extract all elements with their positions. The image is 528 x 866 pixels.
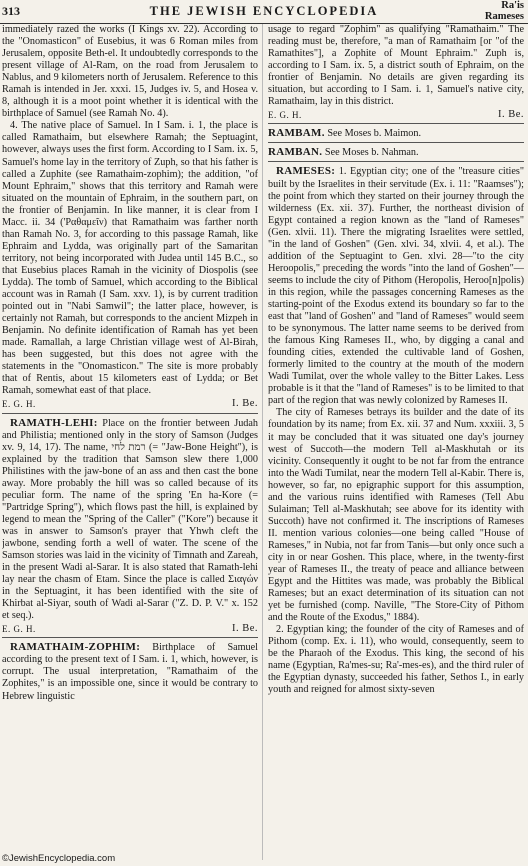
article-headword: RAMATHAIM-ZOPHIM: xyxy=(10,641,141,654)
ramathaim-zophim-article xyxy=(2,641,258,702)
article-separator xyxy=(268,142,524,143)
article-headword: RAMESES: xyxy=(276,165,336,178)
left-column xyxy=(2,24,258,860)
copyright-footer: ©JewishEncyclopedia.com xyxy=(2,853,116,864)
column-divider xyxy=(262,24,263,860)
page-header xyxy=(0,0,528,24)
rambam-cross-reference xyxy=(268,127,524,140)
article-body: 1. Egyptian city; one of the "treasure cities" built by the Israelites in their servitude (Ex. i. 11: "Raamses"); the point from which they started on their journey through the wilderness (Ex. xii. 37). Further, the northeast division of Egypt contained a region known as the "land of Rameses" (Gen. xlvii. 11). There the migrating Israelites were settled, "in the land of Goshen" (Gen. xlvi. 34, xlvii. 4, et al.). The addition of the Septuagint to Gen. xlvi. 28—"to the city Heroopolis," preceding the words "into the land of Goshen"—seems to include the city of Pithom (Heropolis, Heroo[n]polis) in this region, while the passages concerning Rameses as the starting-point of the Exodus extend its boundary so far to the east that "land of Goshen" and "land of Rameses" would seem to be synonymous. The latter name seems to be derived from the famous King Rameses II., who, by digging a canal and founding cities, extended the cultivable land of Goshen, formerly limited to the country at the mouth of the modern Wadi Tumilat, over the whole valley to the Bitter Lakes. Less probable is it that the "land of Rameses" is to be limited to that part of the region that was newly colonized by Rameses II. xyxy=(268,166,524,407)
rameses-king-paragraph: 2. Egyptian king; the founder of the city of Rameses and of Pithom (comp. Ex. i. 11), who would, consequently, seem to be the Pharaoh of the Exodus. This king, the second of his name (Egyptian, Ra'mes-su; Ra'-mes-es), and the third ruler of the Egyptian dynasty, succeeded his father, Sethos I., in early youth and reigned for almost sixty-seven xyxy=(268,624,524,696)
catchwords xyxy=(485,0,524,22)
signature-3 xyxy=(268,109,524,121)
signature-author: I. Be. xyxy=(231,623,258,635)
article-separator xyxy=(268,161,524,162)
article-headword: RAMBAM. xyxy=(268,127,325,140)
signature-author: I. Be. xyxy=(497,109,524,121)
catchword-top: Ra'is xyxy=(501,0,524,11)
article-separator xyxy=(2,413,258,414)
signature-initials: E. G. H. xyxy=(268,110,302,121)
article-body: Birthplace of Samuel according to the present text of I Sam. i. 1, which, however, is corrupt. The usual interpretation, "Ramathaim of the Zophites," is an impossible one, since it would be contrary to Hebrew linguistic xyxy=(2,642,258,702)
catchword-bottom: Rameses xyxy=(484,11,524,22)
right-column xyxy=(268,24,524,860)
cross-reference-text: See Moses b. Nahman. xyxy=(324,147,419,159)
article-headword: RAMBAN. xyxy=(268,146,323,159)
ramban-cross-reference xyxy=(268,146,524,159)
article-body: Place on the frontier between Judah and Philistia; mentioned only in the story of Samson (Judges xv. 9, 14, 17). The name, רמת לחי (= "Jaw-Bone Height"), is explained by the tradition that Samson slew there 1,000 Philistines with the jaw-bone of an ass and then cast the bone away. More probably the hill was so called because of its peculiar form. The name of the spring 'En ha-Kore (= "Partridge Spring"), which flows past the hill, is explained by legend to mean the "Spring of the Caller" ("Kore") because it was in answer to Samson's prayer that Yhwh cleft the jawbone, sending forth a well of water. The scene of the Samson stories was laid in the vicinity of Timnath and Zareah, in the present Wadi al-Sarar. It is also stated that Ramath-lehi lay near the chasm of Etam. Since the place is called Σιαγών in the Septuagint, it has been identified with the site of Khirbat al-Siyar, south of Wadi al-Sarar ("Z. D. P. V." x. 152 et seq.). xyxy=(2,417,258,622)
rameses-city-paragraph: The city of Rameses betrays its builder and the date of its foundation by its name; from Ex. xii. 37 and Num. xxxiii. 3, 5 it may be concluded that it was situated one day's journey west of Succoth—the modern Tell al-Maskhutah or its vicinity. Consequently it ought to be not far from the entrance into the Wadi Tumilat, near the modern Tell al-Kabir. There is, however, so far, no epigraphic support for this assumption, and the various ruins identified with Rameses (Tell Abu Sulaiman; Tell al-Maskhutah; see above for its identity with Succoth) have not confirmed it. The inscriptions of Rameses II. mention various colonies—one being called "House of Rameses," in Nubia, not far from Tanis—but only once such a city in or near Goshen. This place, where, in the twenty-first year of Rameses II., the treaty of peace and alliance between Egypt and the Hittites was made, was probably the Biblical Rameses; but an exact determination of its situation can not yet be furnished (comp. Naville, "The Store-City of Pithom and the Route of the Exodus," 1884). xyxy=(268,407,524,624)
article-separator xyxy=(268,123,524,124)
ramah-entry-4: 4. The native place of Samuel. In I Sam. i. 1, the place is called Ramathaim, but elsewhere Ramah; the Septuagint, however, always uses the first form. According to I Sam. ix. 5, Samuel's home lay in the territory of Zuph, so that his father is called a Zuphite (see Ramathaim-zophim); the addition, "of Mount Ephraim," shows that this territory and Ramah were situated on the mountain of Ephraim, in the southern part, on the frontier of Benjamin. In like manner, it is clear from I Macc. ii. 34 ('Ραθαμεῖν) that Ramathaim was farther north than Ramah No. 3, for according to this passage Ramah, like Ephraim and Lydda, was originally part of the Samaritan territory, not being incorporated with Judea until 145 B.C., so that Eusebius places Ramah in the vicinity of Diospolis (see Lydda). The tomb of Samuel, which according to the Biblical account was in Ramah (I Sam. xxv. 1), is by current tradition pointed out in "Nabi Samwil"; the latter place, however, is certainly not Ramah, but corresponds to the ancient Mizpeh in Benjamin. No definite identification of Ramah has yet been made. Ramallah, a large Christian village west of Al-Birah, has been suggested, but this does not agree with the statements in the "Onomasticon." The site is more probably that of Rentis, about 15 kilometers east of Lydda; or Bet Ramah, somewhat east of that place. xyxy=(2,120,258,397)
page-number: 313 xyxy=(2,4,20,18)
signature-1 xyxy=(2,398,258,410)
running-title: THE JEWISH ENCYCLOPEDIA xyxy=(149,4,379,18)
rameses-article xyxy=(268,165,524,407)
ramathaim-zophim-continuation: usage to regard "Zophim" as qualifying "Ramathaim." The reading must be, therefore, "a man of Ramathaim [or "of the Ramathites"], a Zophite of Mount Ephraim." Zuph is, according to I Sam. ix. 5, a district south of Ephraim, on the frontier of Benjamin. No details are given regarding its situation, but according to I Sam. i. 1, Samuel's native city, Ramathaim, lay in this district. xyxy=(268,24,524,108)
cross-reference-text: See Moses b. Maimon. xyxy=(327,128,422,140)
ramah-continuation: immediately razed the works (I Kings xv. 22). According to the "Onomasticon" of Eusebius, it was 6 Roman miles from Jerusalem, opposite Beth-el. It undoubtedly corresponds to the present village of Al-Ram, on the road from Jerusalem to Nablus, and 9 kilometers north of Jerusalem. Reference to this Ramah is intended in Jer. xxxi. 15, Judges iv. 5, and Hosea v. 8, although it is a moot point whether it is identical with the birthplace of Samuel (see Ramah No. 4). xyxy=(2,24,258,120)
article-separator xyxy=(2,637,258,638)
signature-initials: E. G. H. xyxy=(2,399,36,410)
signature-author: I. Be. xyxy=(231,398,258,410)
article-headword: RAMATH-LEHI: xyxy=(10,416,98,429)
signature-2 xyxy=(2,623,258,635)
signature-initials: E. G. H. xyxy=(2,624,36,635)
ramath-lehi-article xyxy=(2,417,258,623)
